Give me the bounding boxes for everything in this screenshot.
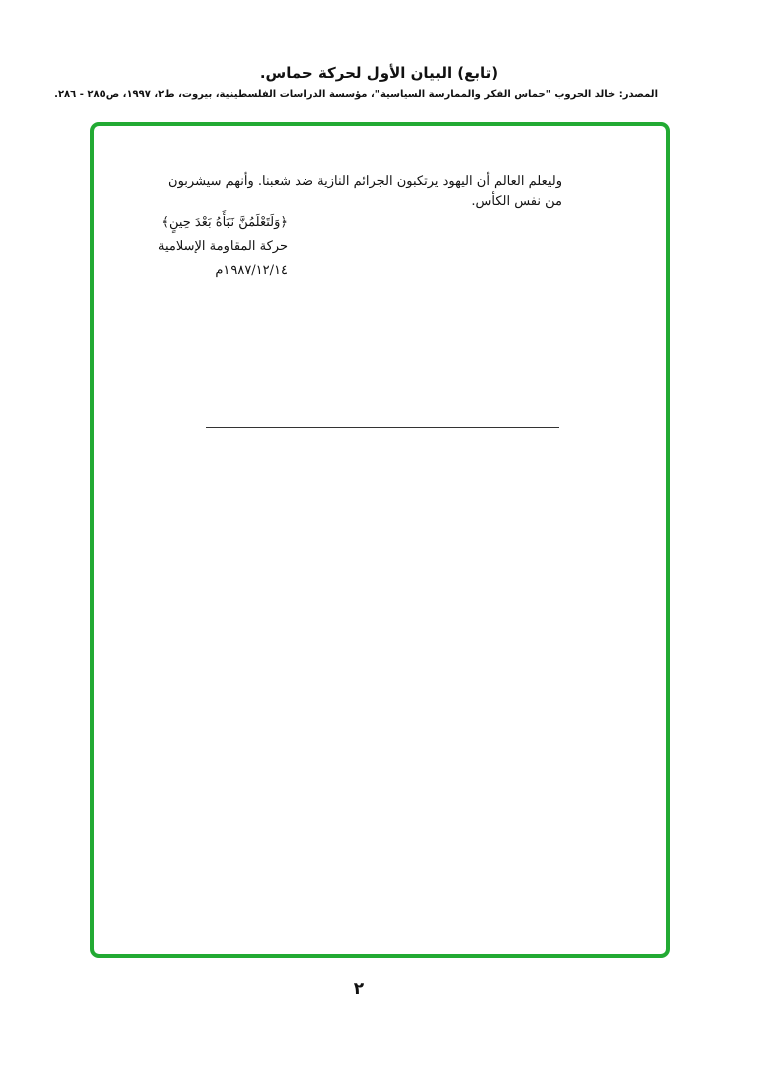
document-title: (تابع) البيان الأول لحركة حماس. [259, 64, 499, 82]
statement-date: ١٩٨٧/١٢/١٤م [215, 263, 288, 278]
page-number: ٢ [353, 979, 365, 999]
statement-body [156, 172, 562, 212]
quran-verse: ﴿وَلَتَعْلَمُنَّ نَبَأَهُ بَعْدَ حِينٍ﴾ [161, 215, 288, 230]
source-citation: المصدر: خالد الحروب "حماس الفكر والممارسة السياسية"، مؤسسة الدراسات الفلسطينية، بيروت، ط٢، ١٩٩٧، ص٢٨٥ - ٢٨٦. [54, 89, 658, 100]
statement-paragraph: وليعلم العالم أن اليهود يرتكبون الجرائم النازية ضد شعبنا. وأنهم سيشربون من نفس الكأس. [168, 174, 562, 209]
signature-organization: حركة المقاومة الإسلامية [158, 239, 288, 254]
horizontal-rule [206, 427, 559, 428]
